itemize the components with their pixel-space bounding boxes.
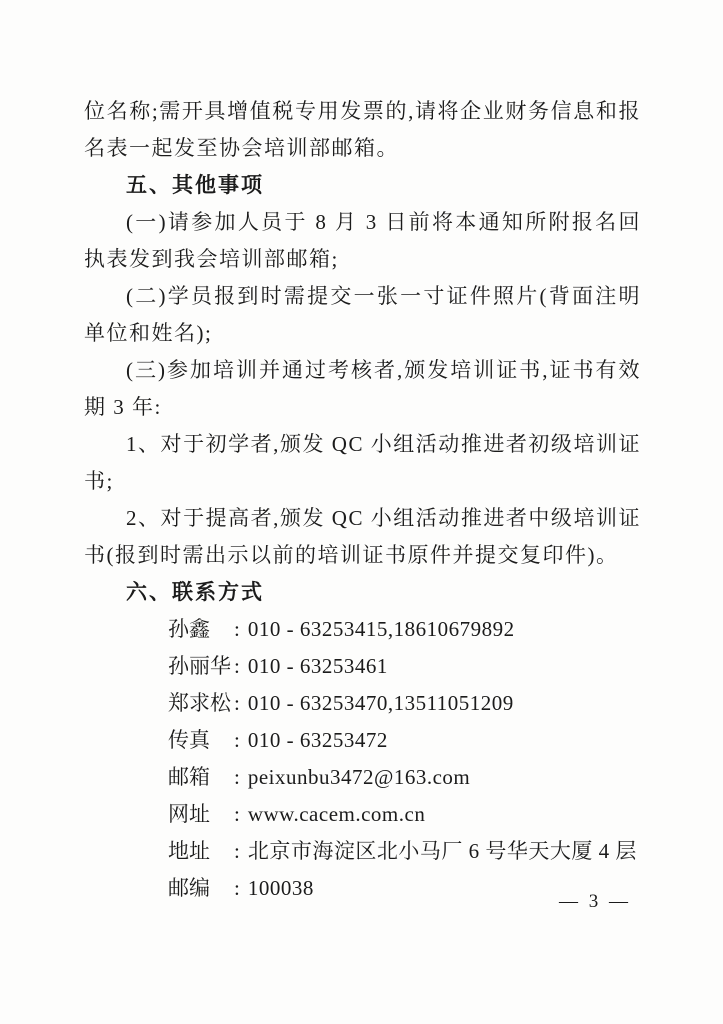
contact-label: 孙鑫 (168, 617, 210, 641)
paragraph-item-certificate-validity: (三)参加培训并通过考核者,颁发培训证书,证书有效期 3 年: (84, 358, 641, 419)
contact-row-email (84, 759, 641, 796)
contact-colon: : (234, 802, 240, 826)
contact-colon: : (234, 876, 240, 900)
contact-label: 网址 (168, 802, 210, 826)
contact-row-sun-xin (84, 611, 641, 648)
contact-website-value: www.cacem.com.cn (247, 802, 426, 826)
contact-row-zheng-qiusong (84, 685, 641, 722)
contact-colon: : (234, 728, 240, 752)
contact-label: 传真 (168, 728, 210, 752)
document-content (84, 93, 641, 907)
contact-label: 地址 (168, 839, 210, 863)
contact-email-value: peixunbu3472@163.com (247, 765, 471, 789)
contact-row-fax (84, 722, 641, 759)
contact-phone-value: 010 - 63253461 (247, 654, 388, 678)
contact-colon: : (234, 654, 240, 678)
contact-phone-value: 010 - 63253470,13511051209 (247, 691, 514, 715)
paragraph-item-photo-requirement: (二)学员报到时需提交一张一寸证件照片(背面注明单位和姓名); (84, 284, 641, 345)
contact-phone-value: 010 - 63253415,18610679892 (247, 617, 515, 641)
contact-label: 孙丽华 (168, 654, 231, 678)
contact-label: 邮箱 (168, 765, 210, 789)
contact-label: 郑求松 (168, 691, 231, 715)
contact-postcode-value: 100038 (247, 876, 314, 900)
paragraph-invoice-continuation: 位名称;需开具增值税专用发票的,请将企业财务信息和报名表一起发至协会培训部邮箱。 (84, 99, 641, 160)
contact-colon: : (234, 691, 240, 715)
contact-fax-value: 010 - 63253472 (247, 728, 388, 752)
contact-colon: : (234, 617, 240, 641)
contact-row-sun-lihua (84, 648, 641, 685)
contact-address-value: 北京市海淀区北小马厂 6 号华天大厦 4 层 (247, 839, 637, 863)
paragraph-item-beginner-certificate: 1、对于初学者,颁发 QC 小组活动推进者初级培训证书; (84, 432, 641, 493)
contact-row-postcode (84, 870, 641, 907)
contact-label: 邮编 (168, 876, 210, 900)
section-heading-other-matters: 五、其他事项 (126, 174, 264, 197)
section-heading-contact-info: 六、联系方式 (126, 581, 264, 604)
paragraph-item-advanced-certificate: 2、对于提高者,颁发 QC 小组活动推进者中级培训证书(报到时需出示以前的培训证书原件并提交复印件)。 (84, 506, 641, 567)
contact-row-address (84, 833, 641, 870)
contact-row-website (84, 796, 641, 833)
contact-colon: : (234, 765, 240, 789)
contact-colon: : (234, 839, 240, 863)
page-number: — 3 — (559, 891, 631, 912)
paragraph-item-registration-deadline: (一)请参加人员于 8 月 3 日前将本通知所附报名回执表发到我会培训部邮箱; (84, 210, 641, 271)
